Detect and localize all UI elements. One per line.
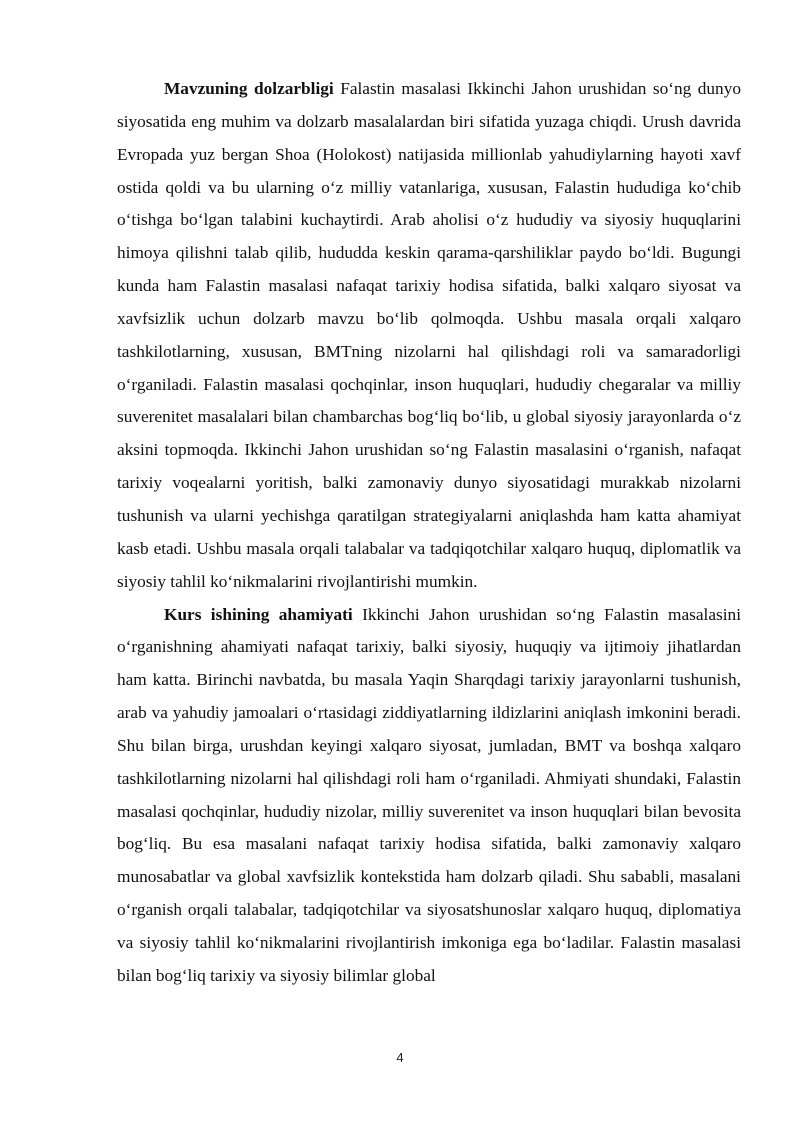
document-page [117, 73, 741, 993]
paragraph-text-importance: Ikkinchi Jahon urushidan so‘ng Falastin masalasini o‘rganishning ahamiyati nafaqat tarixiy, balki siyosiy, huquqiy va ijtimoiy jihatlardan ham katta. Birinchi navbatda, bu masala Yaqin Sharqdagi tarixiy jarayonlarni tushunish, arab va yahudiy jamoalari o‘rtasidagi ziddiyatlarning ildizlarini aniqlash imkonini beradi. Shu bilan birga, urushdan keyingi xalqaro siyosat, jumladan, BMT va boshqa xalqaro tashkilotlarning nizolarni hal qilishdagi roli ham o‘rganiladi. Ahmiyati shundaki, Falastin masalasi qochqinlar, hududiy nizolar, milliy suverenitet va inson huquqlari bilan bevosita bog‘liq. Bu esa masalani nafaqat tarixiy hodisa sifatida, balki zamonaviy xalqaro munosabatlar va global xavfsizlik kontekstida ham dolzarb qiladi. Shu sababli, masalani o‘rganish orqali talabalar, tadqiqotchilar va siyosatshunoslar xalqaro huquq, diplomatiya va siyosiy tahlil ko‘nikmalarini rivojlantirish imkoniga ega bo‘ladilar. Falastin masalasi bilan bog‘liq tarixiy va siyosiy bilimlar global [117, 604, 741, 985]
paragraph-heading-importance: Kurs ishining ahamiyati [164, 604, 353, 624]
paragraph-text-relevance: Falastin masalasi Ikkinchi Jahon urushidan so‘ng dunyo siyosatida eng muhim va dolzarb masalalardan biri sifatida yuzaga chiqdi. Urush davrida Evropada yuz bergan Shoa (Holokost) natijasida millionlab yahudiylarning hayoti xavf ostida qoldi va bu ularning o‘z milliy vatanlariga, xususan, Falastin hududiga ko‘chib o‘tishga bo‘lgan talabini kuchaytirdi. Arab aholisi o‘z hududiy va siyosiy huquqlarini himoya qilishni talab qilib, hududda keskin qarama-qarshiliklar paydo bo‘ldi. Bugungi kunda ham Falastin masalasi nafaqat tarixiy hodisa sifatida, balki xalqaro siyosat va xavfsizlik uchun dolzarb mavzu bo‘lib qolmoqda. Ushbu masala orqali xalqaro tashkilotlarning, xususan, BMTning nizolarni hal qilishdagi roli va samaradorligi o‘rganiladi. Falastin masalasi qochqinlar, inson huquqlari, hududiy chegaralar va milliy suverenitet masalalari bilan chambarchas bog‘liq bo‘lib, u global siyosiy jarayonlarda o‘z aksini topmoqda. Ikkinchi Jahon urushidan so‘ng Falastin masalasini o‘rganish, nafaqat tarixiy voqealarni yoritish, balki zamonaviy dunyo siyosatidagi murakkab nizolarni tushunish va ularni yechishga qaratilgan strategiyalarni aniqlashda ham katta ahamiyat kasb etadi. Ushbu masala orqali talabalar va tadqiqotchilar xalqaro huquq, diplomatlik va siyosiy tahlil ko‘nikmalarini rivojlantirishi mumkin. [117, 79, 741, 591]
paragraph-relevance [117, 73, 741, 599]
paragraph-importance [117, 599, 741, 993]
page-number: 4 [396, 1050, 404, 1065]
paragraph-heading-relevance: Mavzuning dolzarbligi [164, 79, 334, 98]
